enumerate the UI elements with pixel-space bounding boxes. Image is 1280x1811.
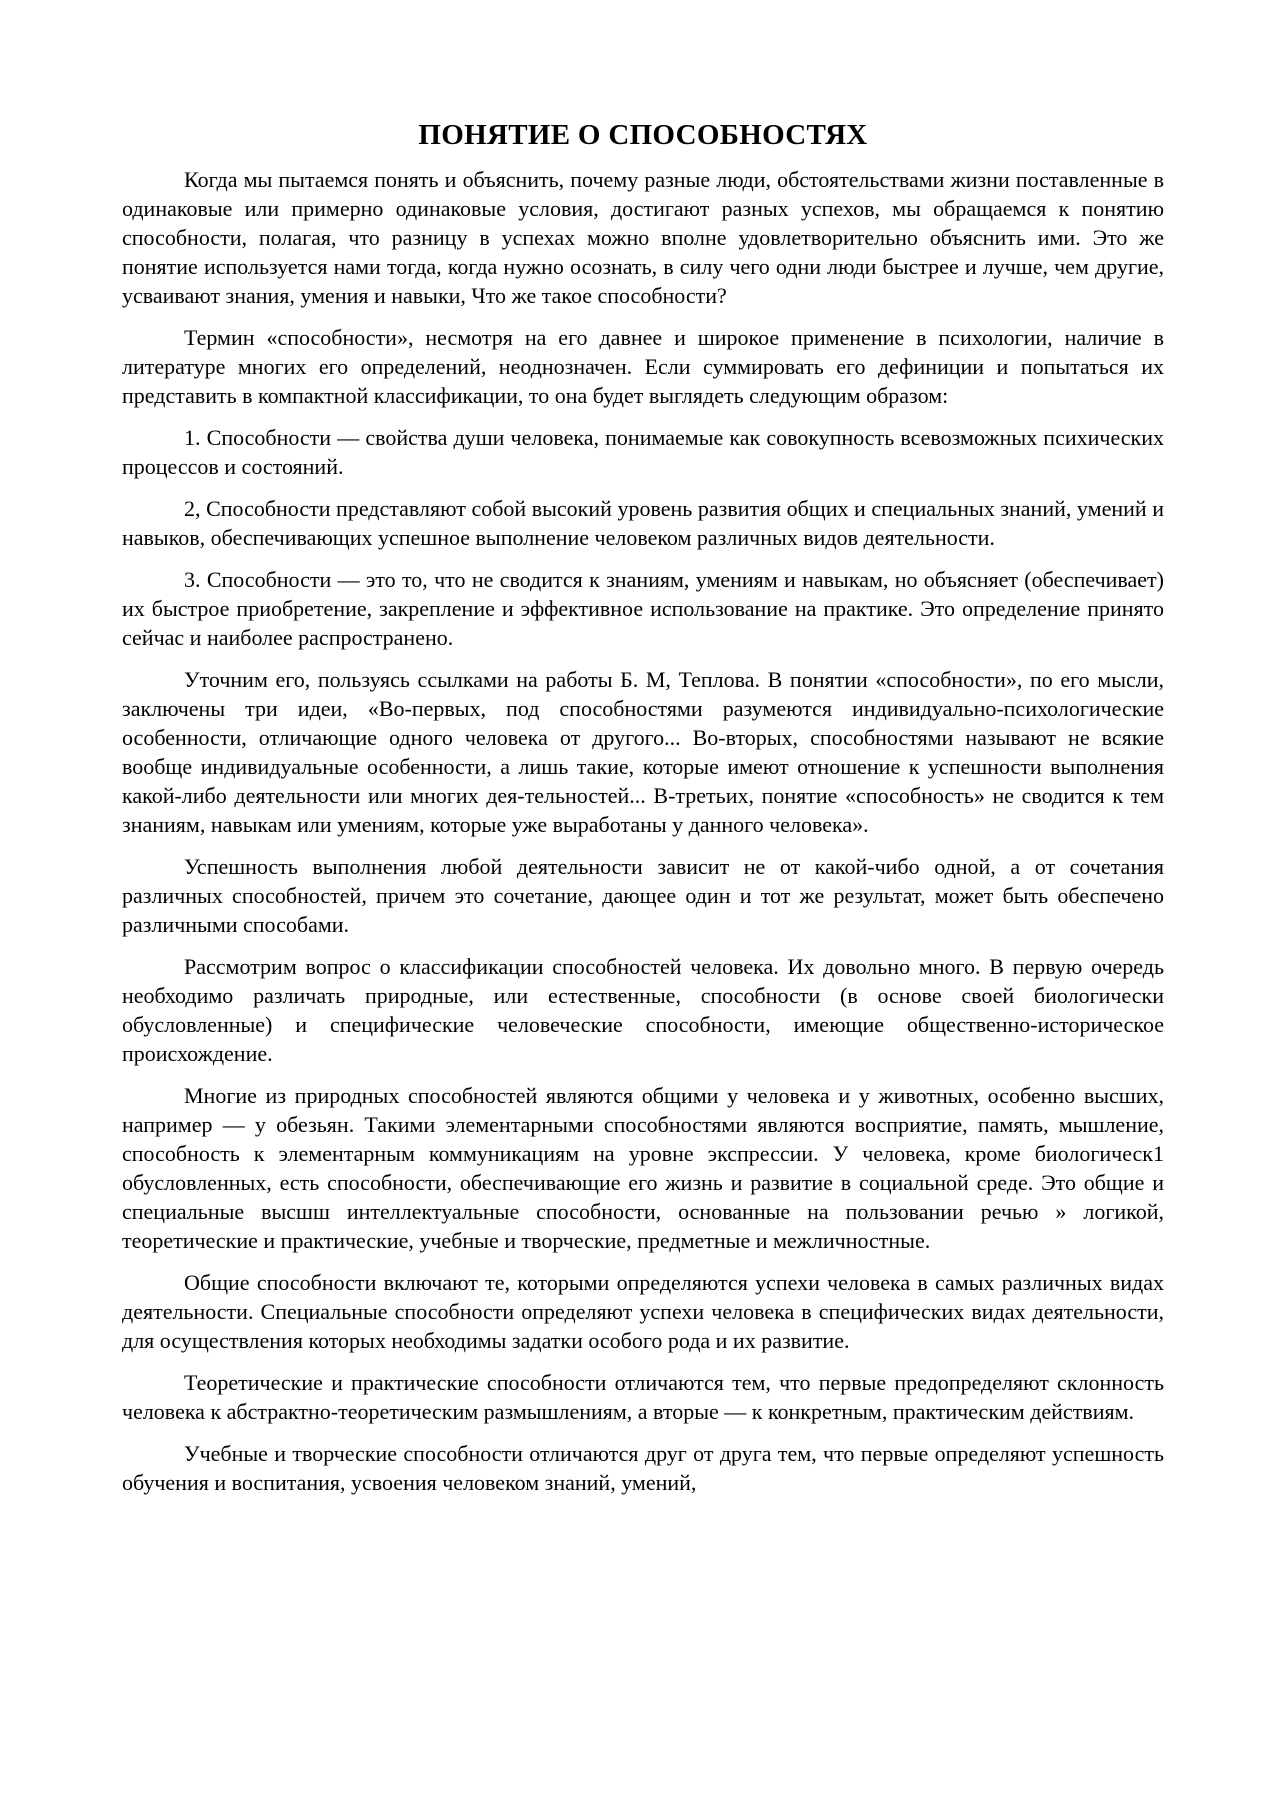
document-title: ПОНЯТИЕ О СПОСОБНОСТЯХ bbox=[418, 119, 868, 151]
paragraph-definition-2: 2, Способности представляют собой высокий уровень развития общих и специальных знаний, умений и навыков, обеспечивающих успешное выполнение человеком различных видов деятельности. bbox=[122, 495, 1164, 550]
paragraph-classification: Рассмотрим вопрос о классификации способностей человека. Их довольно много. В первую очередь необходимо различать природные, или естественные, способности (в основе своей биологически обусловленные) и специфические человеческие способности, имеющие общественно-историческое происхождение. bbox=[122, 953, 1164, 1066]
paragraph-theoretical-practical: Теоретические и практические способности отличаются тем, что первые предопределяют склонность человека к абстрактно-теоретическим размышлениям, а вторые — к конкретным, практическим действиям. bbox=[122, 1369, 1164, 1424]
paragraph-definition-1: 1. Способности — свойства души человека, понимаемые как совокупность всевозможных психических процессов и состояний. bbox=[122, 424, 1164, 479]
paragraph-intro: Когда мы пытаемся понять и объяснить, почему разные люди, обстоятельствами жизни поставленные в одинаковые или примерно одинаковые условия, достигают разных успехов, мы обращаемся к понятию способности, полагая, что разницу в успехах можно вполне удовлетворительно объяснить ими. Это же понятие используется нами тогда, когда нужно осознать, в силу чего одни люди быстрее и лучше, чем другие, усваивают знания, умения и навыки, Что же такое способности? bbox=[122, 166, 1164, 308]
paragraph-term-definition: Термин «способности», несмотря на его давнее и широкое применение в психологии, наличие в литературе многих его определений, неоднозначен. Если суммировать его дефиниции и попытаться их представить в компактной классификации, то она будет выглядеть следующим образом: bbox=[122, 324, 1164, 408]
document-page bbox=[122, 118, 1164, 1510]
paragraph-natural-abilities: Многие из природных способностей являются общими у человека и у животных, особенно высших, например — у обезьян. Такими элементарными способностями являются восприятие, память, мышление, способность к элементарным коммуникациям на уровне экспрессии. У человека, кроме биологическ1 обусловленных, есть способности, обеспечивающие его жизнь и развитие в социальной среде. Это общие и специальные высшш интеллектуальные способности, основанные на пользовании речью » логикой, теоретические и практические, учебные и творческие, предметные и межличностные. bbox=[122, 1082, 1164, 1253]
paragraph-learning-creative: Учебные и творческие способности отличаются друг от друга тем, что первые определяют успешность обучения и воспитания, усвоения человеком знаний, умений, bbox=[122, 1440, 1164, 1495]
paragraph-definition-3: 3. Способности — это то, что не сводится к знаниям, умениям и навыкам, но объясняет (обеспечивает) их быстрое приобретение, закрепление и эффективное использование на практике. Это определение принято сейчас и наиболее распространено. bbox=[122, 566, 1164, 650]
paragraph-general-special: Общие способности включают те, которыми определяются успехи человека в самых различных видах деятельности. Специальные способности определяют успехи человека в специфических видах деятельности, для осуществления которых необходимы задатки особого рода и их развитие. bbox=[122, 1269, 1164, 1353]
paragraph-success: Успешность выполнения любой деятельности зависит не от какой-чибо одной, а от сочетания различных способностей, причем это сочетание, дающее один и тот же результат, может быть обеспечено различными способами. bbox=[122, 853, 1164, 937]
paragraph-teplov: Уточним его, пользуясь ссылками на работы Б. М, Теплова. В понятии «способности», по его мысли, заключены три идеи, «Во-первых, под способностями разумеются индивидуально-психологические особенности, отличающие одного человека от другого... Во-вторых, способностями называют не всякие вообще индивидуальные особенности, а лишь такие, которые имеют отношение к успешности выполнения какой-либо деятельности или многих дея-тельностей... В-третьих, понятие «способность» не сводится к тем знаниям, навыкам или умениям, которые уже выработаны у данного человека». bbox=[122, 666, 1164, 837]
